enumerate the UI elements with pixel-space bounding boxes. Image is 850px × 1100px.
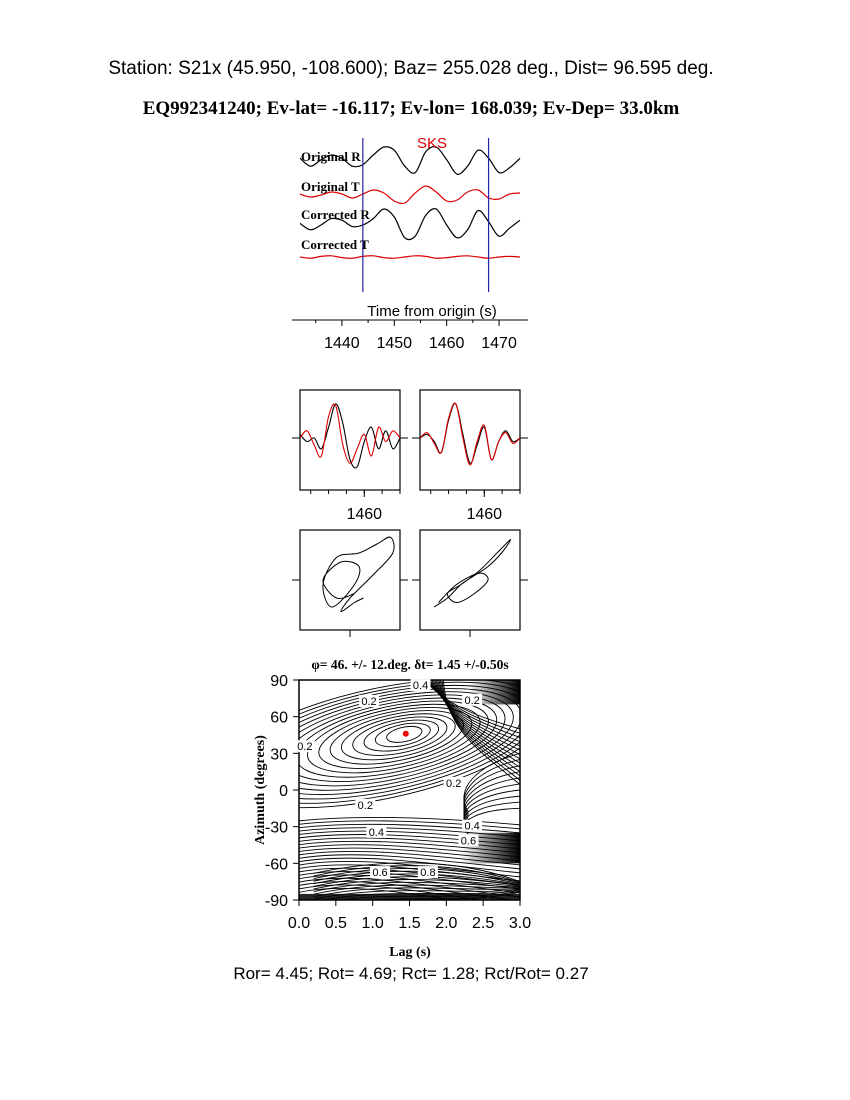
lag-tick-label: 0.5 <box>324 915 347 932</box>
ratio-summary: Ror= 4.45; Rot= 4.69; Rct= 1.28; Rct/Rot= 0.27 <box>233 964 589 983</box>
trace-label-corrected-r: Corrected R <box>301 207 370 222</box>
waveform-panel-after <box>412 390 528 523</box>
trace-label-original-t: Original T <box>301 179 360 194</box>
particle-motion-curve <box>323 537 394 612</box>
contour-label: 0.2 <box>357 799 373 812</box>
waveform-traces-after <box>412 403 528 523</box>
slow-component-trace <box>300 404 400 463</box>
particle-motion-path-before <box>292 537 408 637</box>
wave-tick-label: 1460 <box>346 506 383 523</box>
contour-label: 0.2 <box>446 777 462 790</box>
contour-label: 0.2 <box>361 696 377 708</box>
trace-label-corrected-t: Corrected T <box>301 237 369 252</box>
lag-tick-label: 1.5 <box>398 915 421 932</box>
fast-component-trace <box>420 403 520 463</box>
station-header: Station: S21x (45.950, -108.600); Baz= 255.028 deg., Dist= 96.595 deg. <box>108 58 714 79</box>
event-header: EQ992341240; Ev-lat= -16.117; Ev-lon= 168.039; Ev-Dep= 33.0km <box>142 98 680 119</box>
slow-component-trace <box>420 403 520 465</box>
trace-label-original-r: Original R <box>301 149 361 164</box>
lag-tick-label: 0.0 <box>287 915 311 932</box>
time-axis-ticks <box>316 320 517 352</box>
energy-grid-panel <box>206 654 558 960</box>
waveform-panel-before <box>292 390 408 523</box>
contour-label: 0.6 <box>372 867 388 880</box>
time-tick-label: 1470 <box>481 335 517 352</box>
fast-component-trace <box>300 404 400 468</box>
contour-label: 0.2 <box>464 694 480 707</box>
azimuth-tick-label: -90 <box>264 893 288 910</box>
contour-label: 0.6 <box>460 835 477 848</box>
azimuth-tick-label: -30 <box>264 819 288 837</box>
particle-motion-before <box>292 530 408 637</box>
contour-label: 0.4 <box>412 680 429 693</box>
dark-region-bottom <box>299 894 520 900</box>
lag-tick-label: 1.0 <box>361 915 384 932</box>
lag-tick-label: 2.5 <box>472 915 495 932</box>
trace-corrected-t <box>300 256 520 259</box>
grid-xlabel: Lag (s) <box>389 945 431 960</box>
contour-label: 0.4 <box>464 820 480 833</box>
time-tick-label: 1440 <box>324 335 360 352</box>
grid-title: φ= 46. +/- 12.deg. δt= 1.45 +/-0.50s <box>311 657 509 672</box>
grid-ylabel: Azimuth (degrees) <box>253 735 268 845</box>
seismogram-panel <box>292 135 528 352</box>
azimuth-tick-label: 60 <box>270 709 288 727</box>
best-fit-marker <box>403 731 409 737</box>
azimuth-tick-label: 0 <box>279 783 288 800</box>
azimuth-tick-label: -60 <box>264 856 288 874</box>
azimuth-tick-label: 30 <box>270 746 288 764</box>
phase-label: SKS <box>416 135 448 152</box>
time-tick-label: 1460 <box>428 335 465 352</box>
contour-label: 0.4 <box>368 826 384 839</box>
particle-motion-after <box>412 530 528 637</box>
lag-tick-label: 3.0 <box>508 915 532 932</box>
waveform-traces-before <box>292 404 408 523</box>
time-axis-label: Time from origin (s) <box>367 303 497 320</box>
particle-motion-path-after <box>412 540 528 638</box>
contour-label: 0.2 <box>297 741 313 754</box>
time-tick-label: 1450 <box>376 335 413 352</box>
particle-motion-curve <box>434 540 511 608</box>
contour-label: 0.8 <box>420 867 436 880</box>
lag-tick-label: 2.0 <box>435 915 458 932</box>
azimuth-tick-label: 90 <box>270 673 288 690</box>
wave-tick-label: 1460 <box>466 506 503 523</box>
